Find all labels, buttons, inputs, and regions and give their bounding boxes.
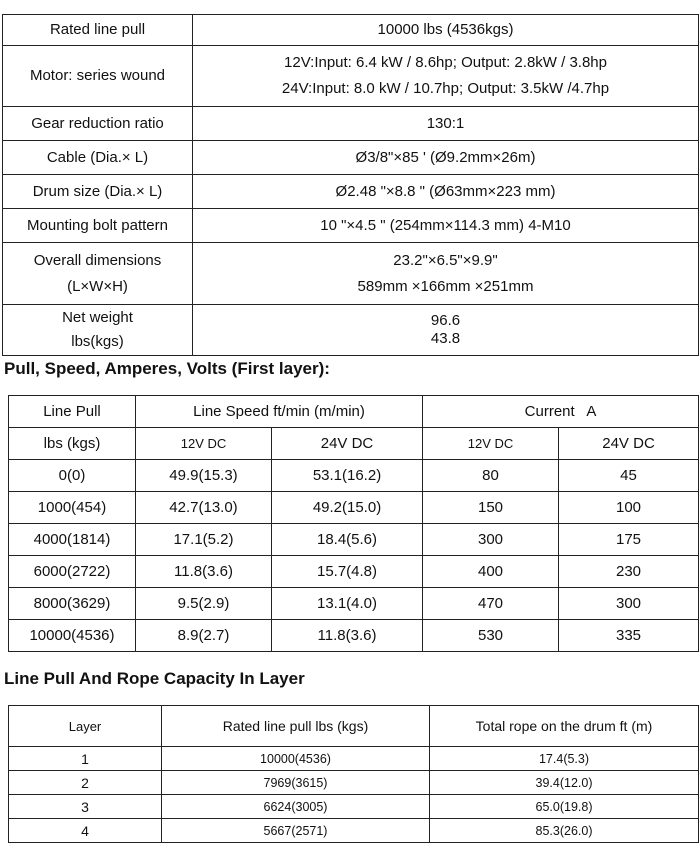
cell: 470 xyxy=(423,588,559,620)
table-row xyxy=(9,556,699,588)
cell: 18.4(5.6) xyxy=(272,524,423,556)
cell: 1 xyxy=(9,747,162,771)
cell: 6624(3005) xyxy=(162,795,430,819)
spec-label-line: Overall dimensions xyxy=(33,251,162,269)
cell: 4 xyxy=(9,819,162,843)
cell: 17.4(5.3) xyxy=(430,747,699,771)
table-row xyxy=(9,460,699,492)
spec-label: Cable (Dia.× L) xyxy=(3,141,193,175)
header-total-rope: Total rope on the drum ft (m) xyxy=(430,706,699,747)
cell: 17.1(5.2) xyxy=(136,524,272,556)
cell: 230 xyxy=(559,556,699,588)
table-row xyxy=(3,209,699,243)
cell: 100 xyxy=(559,492,699,524)
table-row xyxy=(3,46,699,107)
cell: 10000(4536) xyxy=(9,620,136,652)
specification-table xyxy=(2,14,699,356)
table-row xyxy=(9,588,699,620)
table-row xyxy=(9,620,699,652)
table-row xyxy=(3,243,699,305)
header-unit: lbs (kgs) xyxy=(9,428,136,460)
table-header-row xyxy=(9,396,699,428)
header-layer: Layer xyxy=(9,706,162,747)
spec-value: Ø3/8"×85 ' (Ø9.2mm×26m) xyxy=(193,141,699,175)
spec-value-line: 24V:Input: 8.0 kW / 10.7hp; Output: 3.5kW /4.7hp xyxy=(281,80,610,97)
cell: 8000(3629) xyxy=(9,588,136,620)
cell: 8.9(2.7) xyxy=(136,620,272,652)
cell: 4000(1814) xyxy=(9,524,136,556)
table-row xyxy=(9,492,699,524)
cell: 3 xyxy=(9,795,162,819)
cell: 49.9(15.3) xyxy=(136,460,272,492)
cell: 80 xyxy=(423,460,559,492)
cell: 15.7(4.8) xyxy=(272,556,423,588)
spec-value-line: 12V:Input: 6.4 kW / 8.6hp; Output: 2.8kW / 3.8hp xyxy=(284,54,607,71)
cell: 13.1(4.0) xyxy=(272,588,423,620)
spec-value: Ø2.48 "×8.8 " (Ø63mm×223 mm) xyxy=(193,175,699,209)
table-row xyxy=(3,141,699,175)
cell: 11.8(3.6) xyxy=(272,620,423,652)
cell: 65.0(19.8) xyxy=(430,795,699,819)
section-heading-rope-capacity: Line Pull And Rope Capacity In Layer xyxy=(4,669,305,688)
spec-value-line: 96.6 xyxy=(430,312,461,329)
spec-label xyxy=(3,305,193,356)
cell: 49.2(15.0) xyxy=(272,492,423,524)
spec-label xyxy=(3,243,193,305)
table-row xyxy=(3,305,699,356)
cell: 1000(454) xyxy=(9,492,136,524)
spec-label-line: (L×W×H) xyxy=(67,277,128,295)
spec-value xyxy=(193,243,699,305)
spec-value: 10 "×4.5 " (254mm×114.3 mm) 4-M10 xyxy=(193,209,699,243)
table-row xyxy=(3,107,699,141)
cell: 7969(3615) xyxy=(162,771,430,795)
cell: 175 xyxy=(559,524,699,556)
header-current-12v: 12V DC xyxy=(423,428,559,460)
performance-table xyxy=(8,395,699,652)
header-speed-24v: 24V DC xyxy=(272,428,423,460)
spec-value: 10000 lbs (4536kgs) xyxy=(193,15,699,46)
spec-label: Rated line pull xyxy=(3,15,193,46)
spec-value xyxy=(193,46,699,107)
cell: 300 xyxy=(423,524,559,556)
cell: 300 xyxy=(559,588,699,620)
header-rated-pull: Rated line pull lbs (kgs) xyxy=(162,706,430,747)
cell: 85.3(26.0) xyxy=(430,819,699,843)
spec-label: Gear reduction ratio xyxy=(3,107,193,141)
cell: 42.7(13.0) xyxy=(136,492,272,524)
spec-label: Motor: series wound xyxy=(3,46,193,107)
header-current: Current A xyxy=(423,396,699,428)
table-header-row xyxy=(9,428,699,460)
cell: 400 xyxy=(423,556,559,588)
cell: 6000(2722) xyxy=(9,556,136,588)
section-heading-performance: Pull, Speed, Amperes, Volts (First layer): xyxy=(4,359,330,378)
spec-label-line: lbs(kgs) xyxy=(71,333,124,350)
spec-value-line: 589mm ×166mm ×251mm xyxy=(357,277,534,295)
table-header-row xyxy=(9,706,699,747)
table-row xyxy=(9,795,699,819)
rope-capacity-table xyxy=(8,705,699,843)
header-speed-12v: 12V DC xyxy=(136,428,272,460)
header-current-24v: 24V DC xyxy=(559,428,699,460)
header-line-speed: Line Speed ft/min (m/min) xyxy=(136,396,423,428)
cell: 53.1(16.2) xyxy=(272,460,423,492)
table-row xyxy=(9,819,699,843)
cell: 0(0) xyxy=(9,460,136,492)
cell: 11.8(3.6) xyxy=(136,556,272,588)
spec-value: 130:1 xyxy=(193,107,699,141)
cell: 10000(4536) xyxy=(162,747,430,771)
cell: 39.4(12.0) xyxy=(430,771,699,795)
header-line-pull: Line Pull xyxy=(9,396,136,428)
cell: 150 xyxy=(423,492,559,524)
cell: 9.5(2.9) xyxy=(136,588,272,620)
cell: 335 xyxy=(559,620,699,652)
spec-value-line: 23.2"×6.5"×9.9" xyxy=(393,251,498,269)
cell: 530 xyxy=(423,620,559,652)
table-row xyxy=(9,771,699,795)
spec-label: Mounting bolt pattern xyxy=(3,209,193,243)
table-row xyxy=(3,15,699,46)
table-row xyxy=(9,747,699,771)
spec-label: Drum size (Dia.× L) xyxy=(3,175,193,209)
table-row xyxy=(9,524,699,556)
spec-value xyxy=(193,305,699,356)
cell: 5667(2571) xyxy=(162,819,430,843)
spec-label-line: Net weight xyxy=(62,309,133,326)
cell: 2 xyxy=(9,771,162,795)
cell: 45 xyxy=(559,460,699,492)
spec-value-line: 43.8 xyxy=(430,330,461,347)
table-row xyxy=(3,175,699,209)
